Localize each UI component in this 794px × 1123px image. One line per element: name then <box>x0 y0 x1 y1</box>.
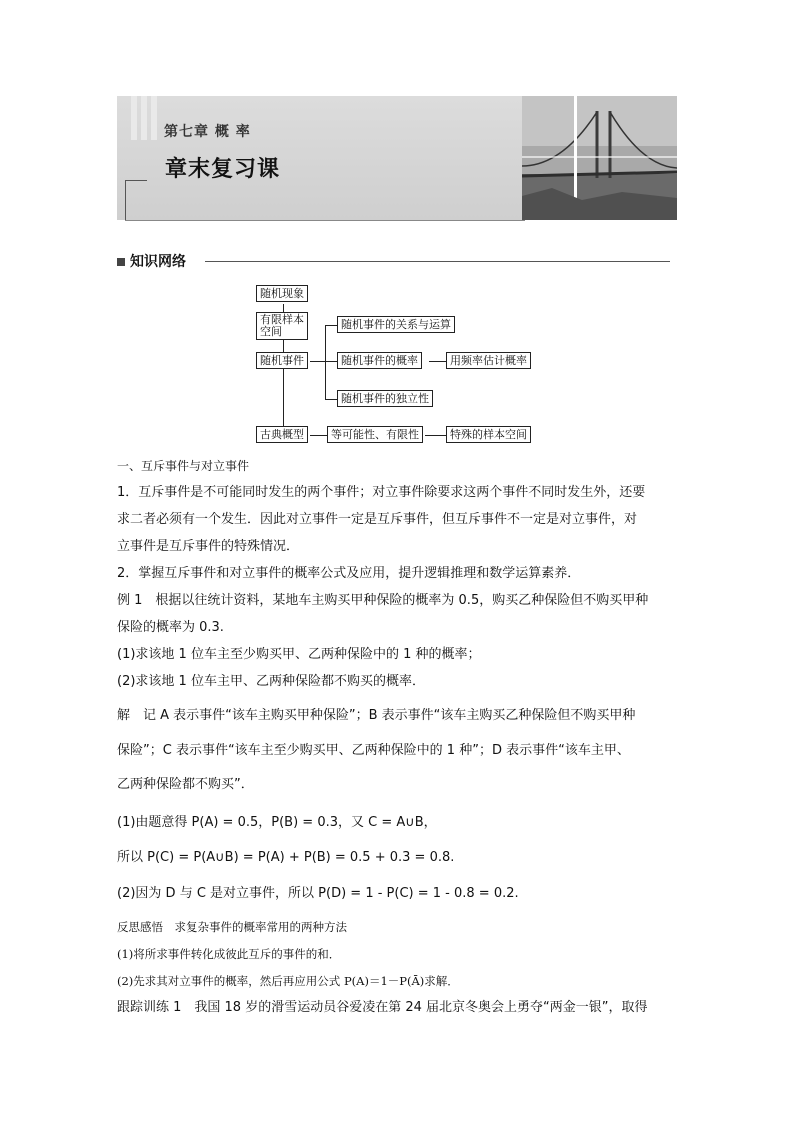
connector <box>429 361 446 362</box>
paragraph-line: 立事件是互斥事件的特殊情况． <box>117 539 300 554</box>
lesson-title: 章末复习课 <box>165 157 281 182</box>
connector <box>425 435 446 436</box>
banner-line <box>125 180 147 181</box>
node-random-phenomenon: 随机现象 <box>256 285 308 302</box>
banner-stripe <box>141 96 147 140</box>
reflection-line: (1)将所求事件转化成彼此互斥的事件的和． <box>117 947 341 961</box>
node-independence: 随机事件的独立性 <box>337 390 433 407</box>
node-finite-sample-space <box>256 312 308 340</box>
node-classical-model: 古典概型 <box>256 426 308 443</box>
node-equal-finite: 等可能性、有限性 <box>327 426 423 443</box>
connector <box>325 361 337 362</box>
question-line: (2)求该地 1 位车主甲、乙两种保险都不购买的概率． <box>117 674 425 689</box>
paragraph-line: 1．互斥事件是不可能同时发生的两个事件；对立事件除要求这两个事件不同时发生外，还要 <box>117 485 646 500</box>
exercise-line: 跟踪训练 1 我国 18 岁的滑雪运动员谷爱凌在第 24 届北京冬奥会上勇夺“两金一银”，取得 <box>117 1000 648 1015</box>
solution-step: 所以 P(C) = P(A∪B) = P(A) + P(B) = 0.5 + 0.3 = 0.8. <box>117 850 455 865</box>
reflection-line: (2)先求其对立事件的概率，然后再应用公式 P(A)＝1－P(Ā)求解． <box>117 974 459 988</box>
solution-step: (2)因为 D 与 C 是对立事件，所以 P(D) = 1 - P(C) = 1 - 0.8 = 0.2. <box>117 886 519 901</box>
solution-line: 保险”；C 表示事件“该车主至少购买甲、乙两种保险中的 1 种”；D 表示事件“该车主甲、 <box>117 743 630 758</box>
part-heading: 一、互斥事件与对立事件 <box>117 459 250 473</box>
node-relation-operations: 随机事件的关系与运算 <box>337 316 455 333</box>
connector <box>325 325 326 399</box>
node-text: 有限样本 <box>260 313 304 326</box>
connector <box>310 435 327 436</box>
example-line: 保险的概率为 0.3. <box>117 620 224 635</box>
connector <box>325 325 337 326</box>
banner-stripe <box>151 96 157 140</box>
bridge-photo <box>522 96 677 220</box>
solution-line: 解 记 A 表示事件“该车主购买甲种保险”；B 表示事件“该车主购买乙种保险但不购买甲种 <box>117 708 636 723</box>
node-text: 空间 <box>260 325 282 338</box>
banner-stripe <box>131 96 137 140</box>
solution-step: (1)由题意得 P(A) = 0.5，P(B) = 0.3，又 C = A∪B， <box>117 815 437 830</box>
node-special-space: 特殊的样本空间 <box>446 426 531 443</box>
section-marker <box>117 258 125 266</box>
paragraph-line: 求二者必须有一个发生．因此对立事件一定是互斥事件，但互斥事件不一定是对立事件，对 <box>117 512 638 527</box>
section-rule <box>205 261 670 262</box>
solution-line: 乙两种保险都不购买”． <box>117 777 254 792</box>
banner-line <box>125 220 525 221</box>
chapter-title: 第七章 概 率 <box>164 124 251 140</box>
question-line: (1)求该地 1 位车主至少购买甲、乙两种保险中的 1 种的概率； <box>117 647 481 662</box>
banner-line <box>125 180 126 220</box>
section-title: 知识网络 <box>130 254 186 270</box>
connector <box>325 399 337 400</box>
connector <box>310 361 326 362</box>
node-random-event: 随机事件 <box>256 352 308 369</box>
example-line: 例 1 根据以往统计资料，某地车主购买甲种保险的概率为 0.5，购买乙种保险但不购买甲种 <box>117 593 649 608</box>
node-frequency-estimate: 用频率估计概率 <box>446 352 531 369</box>
node-event-probability: 随机事件的概率 <box>337 352 422 369</box>
reflection-title: 反思感悟 求复杂事件的概率常用的两种方法 <box>117 920 347 934</box>
paragraph-line: 2．掌握互斥事件和对立事件的概率公式及应用，提升逻辑推理和数学运算素养． <box>117 566 581 581</box>
